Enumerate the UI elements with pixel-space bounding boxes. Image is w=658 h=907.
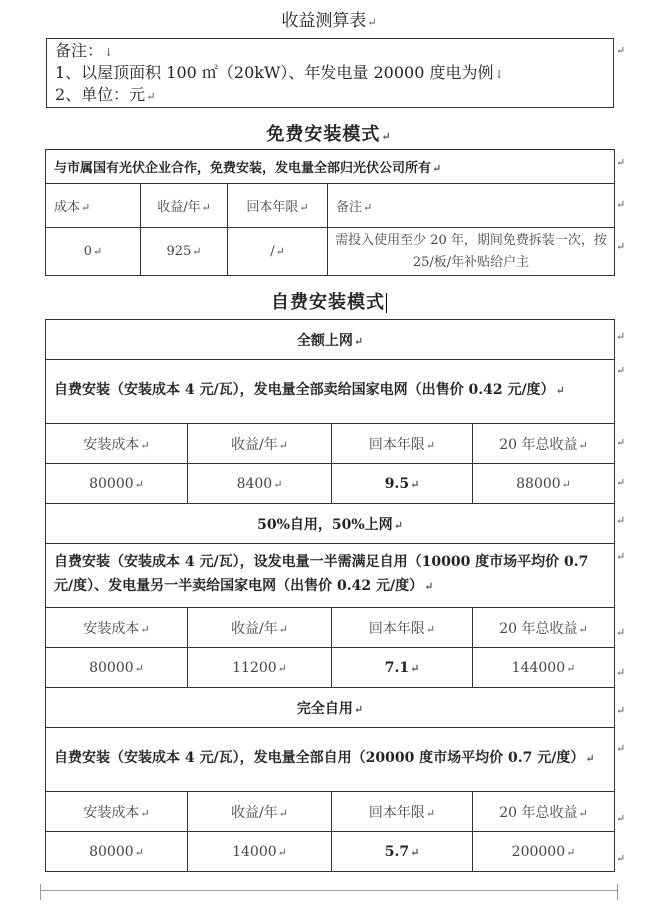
value-income: 14000↵: [188, 832, 332, 872]
cell-end-mark-icon: ↵: [616, 44, 626, 57]
page-corner-mark: [617, 884, 618, 900]
value-total-20y: 88000↵: [473, 464, 615, 504]
header-remark: 备注↵: [328, 184, 615, 228]
header-install-cost: 安装成本↵: [46, 608, 188, 648]
header-payback: 回本年限↵: [228, 184, 328, 228]
header-install-cost: 安装成本↵: [46, 424, 188, 464]
section-title-full-self-use: 完全自用↵: [46, 688, 615, 728]
self-mode-heading: 自费安装模式: [271, 292, 385, 313]
header-income: 收益/年↵: [188, 608, 332, 648]
notes-label: 备注：↓: [55, 41, 114, 60]
value-install-cost: 80000↵: [46, 648, 188, 688]
header-total-20y: 20 年总收益↵: [473, 424, 615, 464]
notes-line-2: 2、单位：元↵: [55, 85, 156, 104]
page-corner-mark: [40, 884, 41, 900]
header-income: 收益/年↵: [188, 424, 332, 464]
free-mode-description: 与市属国有光伏企业合作，免费安装，发电量全部归光伏公司所有↵: [46, 150, 615, 184]
value-install-cost: 80000↵: [46, 832, 188, 872]
document-title: 收益测算表↵: [281, 11, 377, 31]
section-title-half-self-use: 50%自用，50%上网↵: [46, 504, 615, 544]
section-description-half-self-use: 自费安装（安装成本 4 元/瓦），设发电量一半需满足自用（10000 度市场平均价 0.7 元/度）、发电量另一半卖给国家电网（出售价 0.42 元/度）↵: [46, 544, 615, 608]
cell-remark: 需投入使用至少 20 年，期间免费拆装一次，按 25/板/年补贴给户主: [328, 228, 615, 276]
notes-box: [46, 38, 614, 108]
return-mark-icon: ↵: [367, 16, 377, 29]
value-payback: 9.5↵: [332, 464, 473, 504]
cell-income: 925↵: [141, 228, 228, 276]
line-break-icon: ↓: [494, 68, 504, 81]
header-payback: 回本年限↵: [332, 424, 473, 464]
value-install-cost: 80000↵: [46, 464, 188, 504]
notes-line-1: 1、以屋顶面积 100 ㎡（20kW）、年发电量 20000 度电为例↓: [55, 63, 504, 82]
line-break-icon: ↓: [104, 46, 114, 59]
text-cursor: [386, 293, 387, 313]
section-description-full-grid: 自费安装（安装成本 4 元/瓦），发电量全部卖给国家电网（出售价 0.42 元/度）↵: [46, 360, 615, 424]
return-mark-icon: ↵: [432, 162, 442, 175]
header-payback: 回本年限↵: [332, 792, 473, 832]
return-mark-icon: ↵: [381, 130, 392, 143]
value-total-20y: 200000↵: [473, 832, 615, 872]
cell-payback: /↵: [228, 228, 328, 276]
header-total-20y: 20 年总收益↵: [473, 792, 615, 832]
value-income: 8400↵: [188, 464, 332, 504]
free-mode-table: [45, 149, 615, 276]
free-mode-heading: 免费安装模式↵: [266, 124, 392, 145]
header-cost: 成本↵: [46, 184, 141, 228]
value-income: 11200↵: [188, 648, 332, 688]
return-mark-icon: ↵: [146, 90, 156, 103]
self-mode-table: [45, 319, 615, 872]
section-description-full-self-use: 自费安装（安装成本 4 元/瓦），发电量全部自用（20000 度市场平均价 0.7 元/度）↵: [46, 728, 615, 792]
value-total-20y: 144000↵: [473, 648, 615, 688]
value-payback: 5.7↵: [332, 832, 473, 872]
header-income: 收益/年↵: [188, 792, 332, 832]
header-total-20y: 20 年总收益↵: [473, 608, 615, 648]
page-bottom-boundary: [40, 890, 618, 891]
section-title-full-grid: 全额上网↵: [46, 320, 615, 360]
header-income: 收益/年↵: [141, 184, 228, 228]
header-install-cost: 安装成本↵: [46, 792, 188, 832]
value-payback: 7.1↵: [332, 648, 473, 688]
cell-cost: 0↵: [46, 228, 141, 276]
header-payback: 回本年限↵: [332, 608, 473, 648]
